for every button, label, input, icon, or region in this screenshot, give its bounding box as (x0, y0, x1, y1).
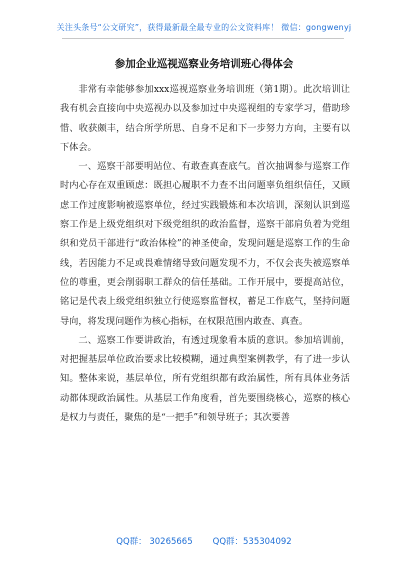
footer-qq-group-1: QQ群： 30265665 (116, 537, 193, 547)
header-notice: 关注头条号“公文研究”，获得最新最全最专业的公文资料库！ 微信：gongwenyj (56, 23, 352, 32)
document-title: 参加企业巡视巡察业务培训班心得体会 (114, 58, 294, 70)
document-body (60, 80, 350, 427)
header-divider (62, 38, 344, 39)
paragraph-section-1: 一、巡察干部要明站位、有敢查真查底气。首次抽调参与巡察工作时内心存在双重顾虑：既担心履职不力查不出问题辜负组织信任，又顾虑工作过度影响被巡察单位，经过实践锻炼和本次培训，深刻认识到巡察工作是上级党组织对下级党组织的政治监督，巡察干部肩负着为党组织和党员干部进行“政治体检”的神圣使命，发现问题是巡察工作的生命线，若因能力不足或畏难情绪导致问题发现不力，不仅会丧失被巡察单位的尊重，更会削弱职工群众的信任基础。工作开展中，要提高站位，铭记是代表上级党组织独立行使巡察监督权，蓄足工作底气，坚持问题导向，将发现问题作为核心指标，在权限范围内敢查、真查。 (60, 161, 350, 327)
footer-contact (0, 535, 408, 547)
paragraph-section-2: 二、巡察工作要讲政治，有透过现象看本质的意识。参加培训前，对把握基层单位政治要求比较模糊，通过典型案例教学，有了进一步认知。整体来说，基层单位，所有党组织都有政治属性，所有具体业务活动都体现政治属性。从基层工作角度看，首先要围绕核心，巡察的核心是权力与责任，聚焦的是“一把手”和领导班子；其次要善 (60, 334, 350, 424)
footer-qq-group-2: QQ群：535304092 (212, 537, 292, 547)
paragraph-intro: 非常有幸能够参加xxx巡视巡察业务培训班（第1期）。此次培训让我有机会直接向中央巡视办以及参加过中央巡视组的专家学习，借助珍惜、收获颇丰，结合所学所思、自身不足和下一步努力方向，主要有以下体会。 (60, 84, 350, 153)
